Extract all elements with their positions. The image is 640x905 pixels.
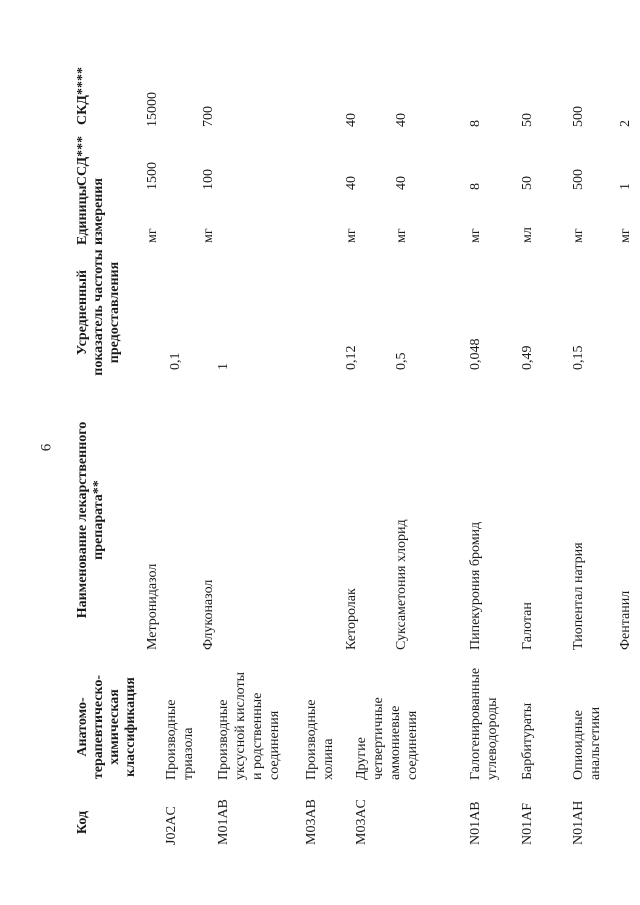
drug-name-cell: Суксаметония хлорид xyxy=(394,519,409,650)
drug-name-cell: Пипекурония бромид xyxy=(468,521,483,650)
skd-cell: 40 xyxy=(344,113,359,127)
freq-cell: 0,1 xyxy=(168,352,183,370)
skd-cell: 500 xyxy=(571,106,586,127)
freq-cell: 0,49 xyxy=(520,345,535,370)
unit-cell: мг xyxy=(394,228,409,243)
atc-cell: Галогенированные углеводороды xyxy=(468,667,500,780)
drug-name-cell: Галотан xyxy=(520,602,535,650)
freq-cell: 1 xyxy=(216,363,231,370)
freq-cell: 0,5 xyxy=(394,352,409,370)
code-cell: N01AB xyxy=(468,801,483,845)
atc-cell: Опиоидные анальгетики xyxy=(571,706,603,780)
ssd-cell: 100 xyxy=(201,169,216,190)
skd-cell: 15000 xyxy=(145,92,160,127)
col-header-code: Код xyxy=(75,810,90,835)
ssd-cell: 500 xyxy=(571,169,586,190)
ssd-cell: 1500 xyxy=(145,162,160,190)
skd-cell: 50 xyxy=(520,113,535,127)
atc-cell: Другие четвертичные аммониевые соединения xyxy=(354,697,420,780)
atc-cell: Производные уксусной кислоты и родственные соединения xyxy=(216,671,282,780)
ssd-cell: 8 xyxy=(468,183,483,190)
code-cell: M01AB xyxy=(216,799,231,845)
code-cell: J02AC xyxy=(164,806,179,845)
unit-cell: мг xyxy=(618,228,633,243)
code-cell: M03AB xyxy=(304,799,319,845)
unit-cell: мг xyxy=(201,228,216,243)
atc-cell: Производные холина xyxy=(304,699,336,780)
skd-cell: 2 xyxy=(618,120,633,127)
drug-name-cell: Метронидазол xyxy=(145,563,160,650)
rotated-table xyxy=(75,67,635,850)
unit-cell: мг xyxy=(571,228,586,243)
skd-cell: 8 xyxy=(468,120,483,127)
page-number: 6 xyxy=(38,443,55,452)
drug-name-cell: Тиопентал натрия xyxy=(571,542,586,650)
ssd-cell: 1 xyxy=(618,183,633,190)
ssd-cell: 50 xyxy=(520,176,535,190)
col-header-unit: Единицы измерения xyxy=(75,178,106,245)
drug-name-cell: Флуконазол xyxy=(201,579,216,650)
freq-cell: 0,15 xyxy=(571,345,586,370)
col-header-skd: СКД**** xyxy=(75,67,90,125)
code-cell: N01AF xyxy=(520,802,535,845)
col-header-ssd: ССД*** xyxy=(75,135,90,187)
freq-cell: 0,12 xyxy=(344,345,359,370)
skd-cell: 700 xyxy=(201,106,216,127)
col-header-freq: Усредненный показатель частоты предоставления xyxy=(75,249,122,376)
col-header-drug: Наименование лекарственного препарата** xyxy=(75,421,106,619)
atc-cell: Барбитураты xyxy=(520,702,535,780)
atc-cell: Производные триазола xyxy=(164,699,196,780)
code-cell: M03AC xyxy=(354,799,369,845)
drug-name-cell: Фентанил xyxy=(618,590,633,650)
unit-cell: мг xyxy=(145,228,160,243)
skd-cell: 40 xyxy=(394,113,409,127)
unit-cell: мг xyxy=(468,228,483,243)
col-header-atc: Анатомо-терапевтическо-химическая классификация xyxy=(75,674,138,780)
freq-cell: 0,048 xyxy=(468,338,483,370)
ssd-cell: 40 xyxy=(344,176,359,190)
drug-name-cell: Кеторолак xyxy=(344,588,359,650)
code-cell: N01AH xyxy=(571,800,586,845)
unit-cell: мл xyxy=(520,227,535,243)
ssd-cell: 40 xyxy=(394,176,409,190)
unit-cell: мг xyxy=(344,228,359,243)
